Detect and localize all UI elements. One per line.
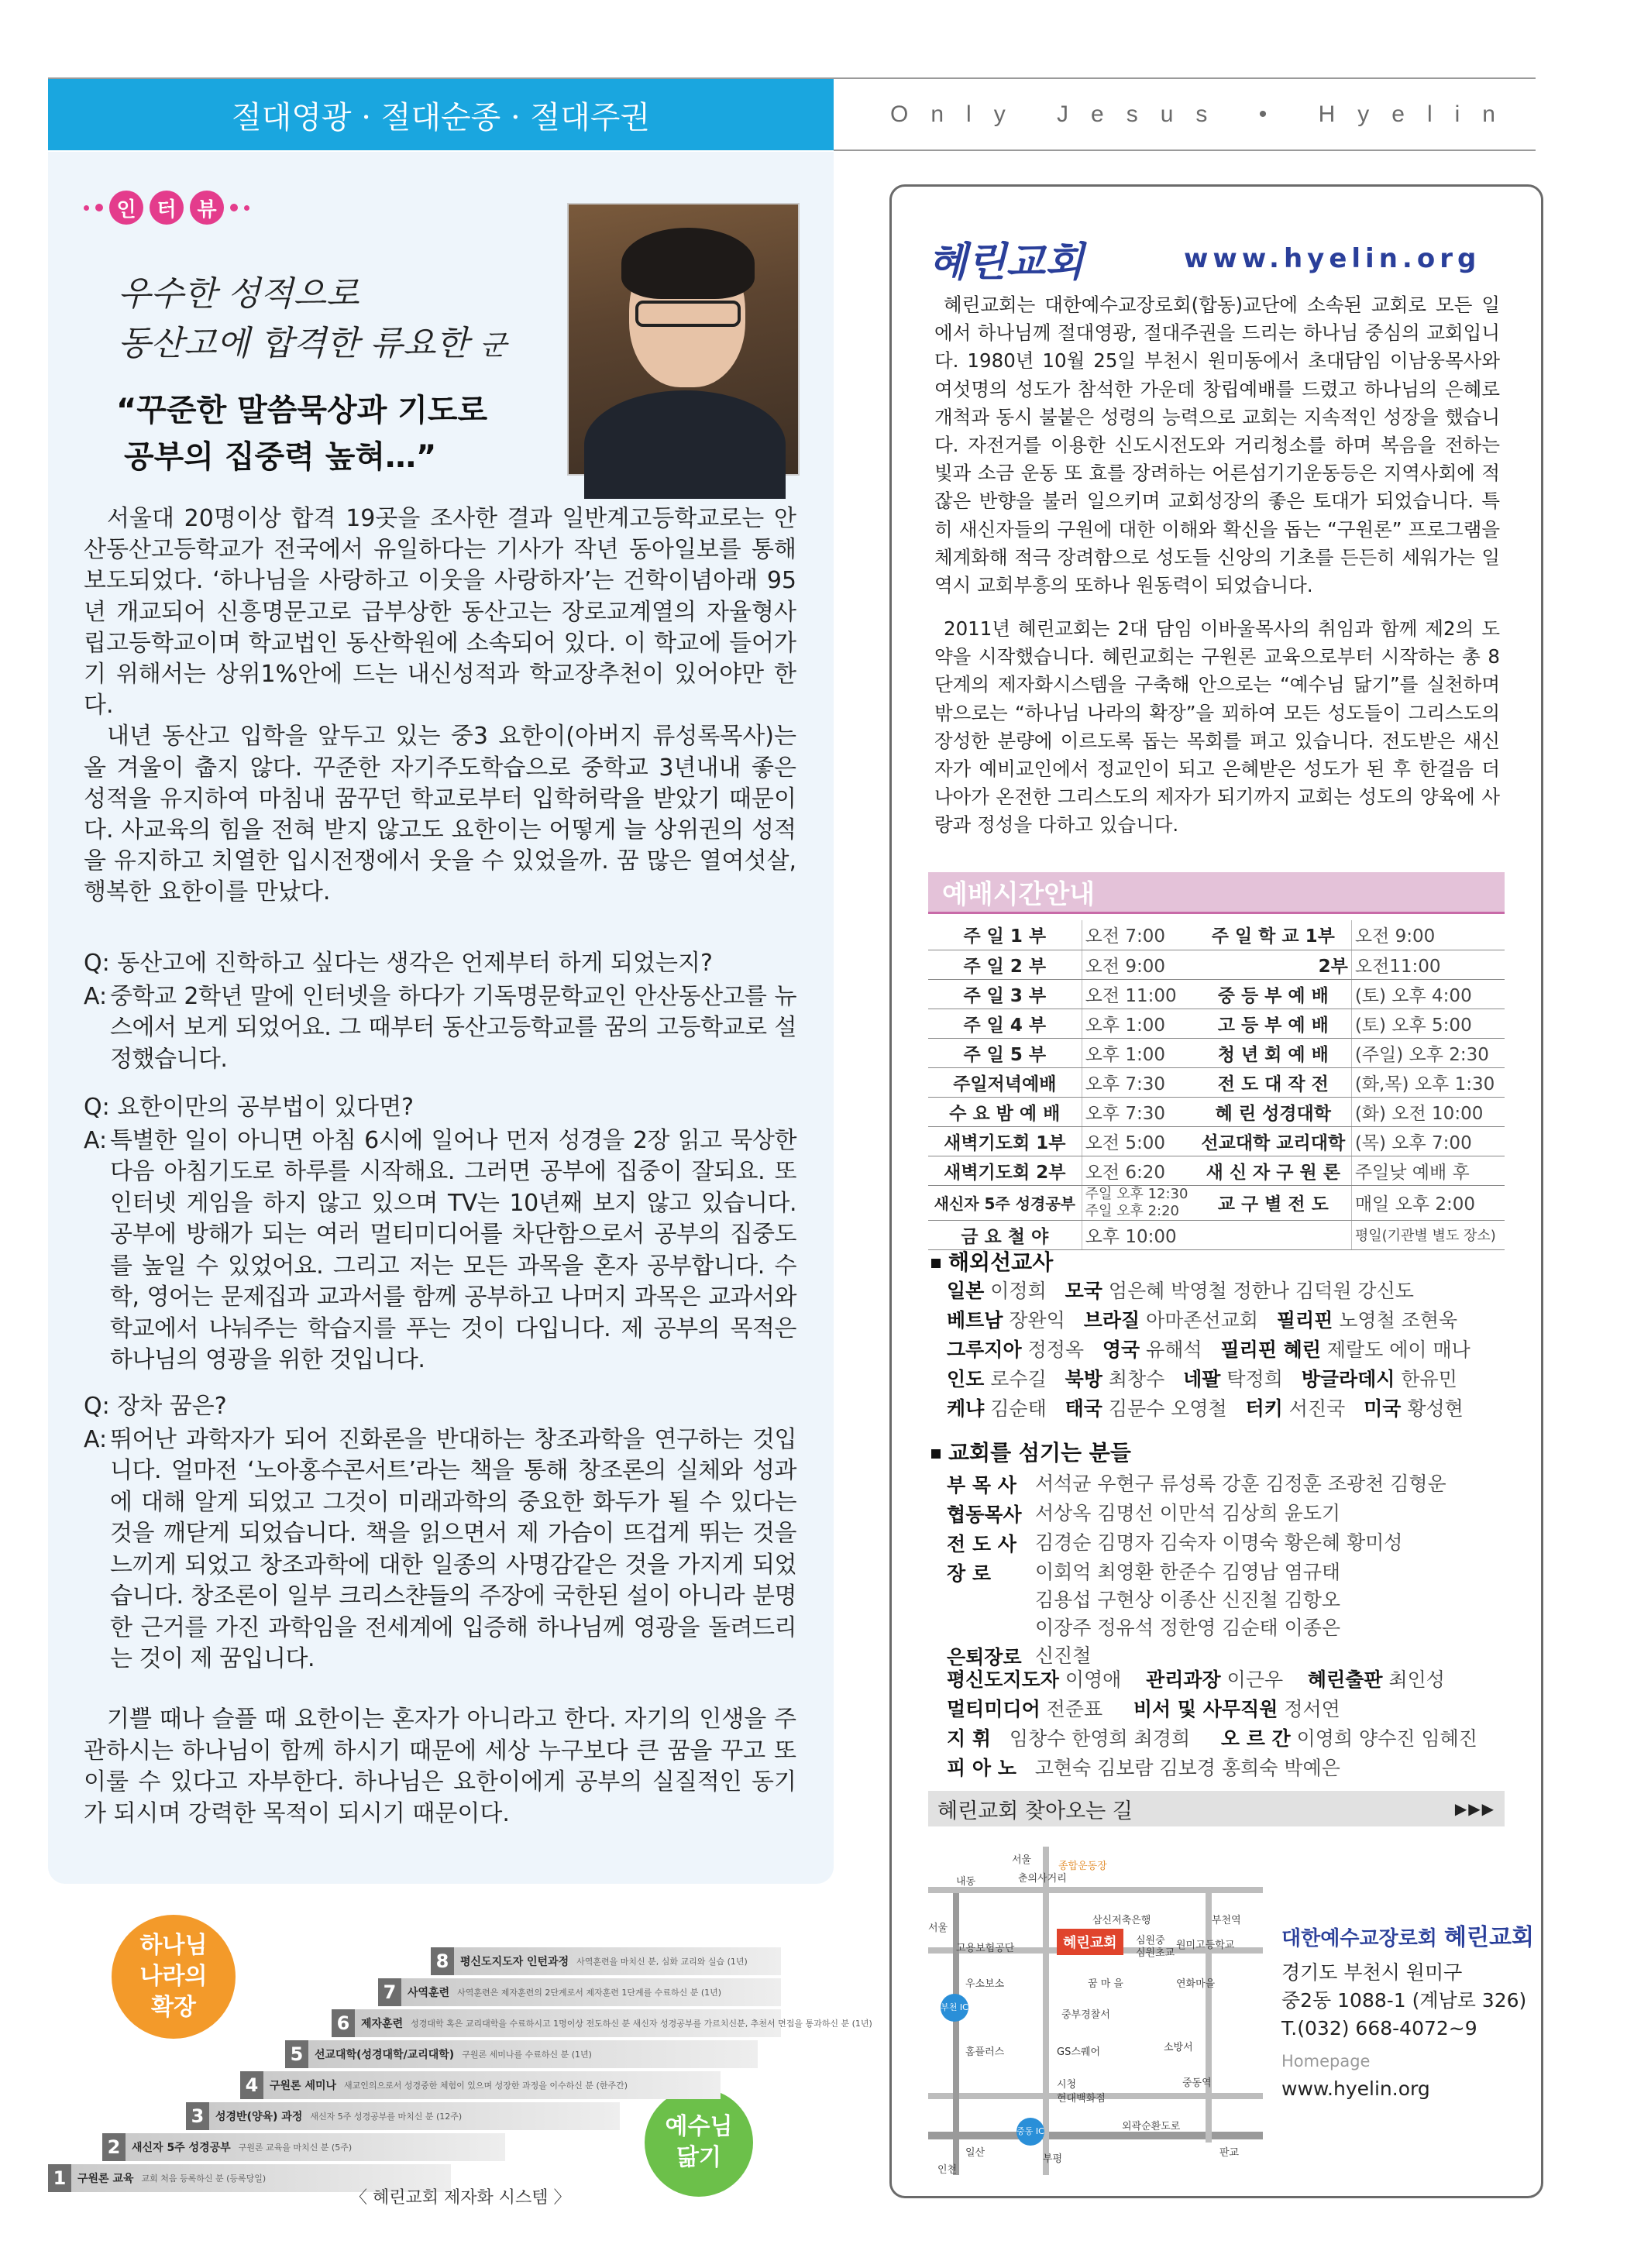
mission-country: 미국 [1364,1397,1402,1420]
tag-dot [84,205,89,211]
staff-names: 고현숙 김보람 김보경 홍희숙 박예은 [1034,1757,1340,1779]
worship-row [928,1185,1505,1220]
homepage-label: Homepage [1281,2052,1371,2070]
step-desc: 교회 처음 등록하신 분 (등록당일) [141,2174,267,2184]
service-time: 주일낮 예배 후 [1351,1156,1505,1185]
article-subhead [116,387,487,480]
discipleship-step [332,2009,872,2037]
service-name: 주 일 2 부 [928,950,1082,979]
bible-study-time: 주일 오후 12:30 [1085,1185,1188,1202]
staff-names: 정서연 [1284,1698,1340,1720]
staff-names: 최인성 [1388,1668,1445,1691]
service-name: 중 등 부 예 배 [1195,979,1352,1009]
worship-row [928,1038,1505,1067]
tag-char: 터 [150,191,184,225]
missionary-line [947,1306,1457,1335]
map-label: 현대백화점 [1057,2093,1106,2105]
jesus-circle-text: 예수님 닮기 [665,2113,733,2171]
worship-row [928,950,1505,979]
step-number: 2 [102,2133,126,2161]
service-name: 새신자 5주 성경공부 [928,1185,1082,1220]
staff-role: 장 로 [947,1562,992,1585]
staff-names: 이회억 최영환 한준수 김영남 염규태 김용섭 구현상 이종산 신진철 김항오 이장주 정유석 정한영 김순태 이종은 [1035,1561,1341,1639]
mission-names: 유해석 [1146,1338,1202,1361]
church-full-name [1281,1924,1534,1953]
church-address-block [1281,1924,1534,2103]
mission-names: 김문수 오영철 [1108,1397,1227,1420]
subhead-line: “꾸준한 말씀묵상과 기도로 [116,393,488,428]
step-title: 구원론 세미나 [270,2080,337,2092]
step-title: 선교대학(성경대학/교리대학) [315,2049,455,2061]
map-label: 종합운동장 [1058,1861,1107,1872]
discipleship-step [285,2040,758,2068]
step-title: 새신자 5주 성경공부 [132,2142,231,2154]
service-name: 주 일 1 부 [928,920,1082,950]
mission-names: 이정희 [990,1280,1047,1302]
missionaries-title: 해외선교사 [931,1246,1053,1277]
subhead-line: 공부의 집중력 높혀…” [124,439,437,475]
mission-names: 정정옥 [1027,1338,1085,1361]
homepage-url[interactable]: www.hyelin.org [1281,2077,1430,2100]
service-time: 오후 7:30 [1082,1097,1195,1126]
service-name: 주 일 3 부 [928,979,1082,1009]
step-desc: 구원론 교육을 마치신 분 (5주) [238,2143,353,2153]
map-label: 부평 [1043,2153,1063,2165]
answer [84,981,796,1076]
mission-country: 그루지아 [947,1338,1022,1361]
staff-role: 지 휘 [947,1727,992,1750]
article-body [84,503,796,909]
service-time: 오전 7:00 [1082,920,1195,950]
mission-names: 엄은혜 박영철 정한나 김덕원 강신도 [1108,1280,1414,1302]
service-name: 주 일 학 교 1부 [1195,920,1352,950]
staff-names: 이영애 [1065,1668,1122,1691]
map-label: 중동역 [1182,2077,1212,2089]
step-number: 6 [332,2009,355,2037]
answer [84,1125,796,1376]
address-line: 중2동 1088-1 (계남로 326) [1281,1989,1527,2012]
mission-names: 황성현 [1407,1397,1464,1420]
service-time: 오전11:00 [1351,950,1505,979]
step-number: 1 [48,2164,71,2192]
staff-pair-line [947,1695,1340,1724]
staff-role: 오 르 간 [1220,1727,1291,1750]
map-label: 인천 [937,2164,958,2176]
mission-country: 모국 [1065,1280,1102,1302]
answer [84,1424,796,1675]
bible-study-time: 주일 오후 2:20 [1085,1202,1179,1219]
article-closing: 기쁠 때나 슬플 때 요한이는 혼자가 아니라고 한다. 자기의 인생을 주관하시는 하나님이 함께 하시기 때문에 세상 누구보다 큰 꿈을 꾸고 또 이룰 수 있다고 자부한다. 하나님은 요한이에게 공부의 실질적인 동기가 되시며 강력한 목적이 되시기 때문이다. [84,1706,796,1827]
discipleship-step [431,1947,781,1975]
discipleship-step [240,2071,721,2099]
step-desc: 새신자 5주 성경공부를 마치신 분 (12주) [310,2112,463,2122]
photo-body [584,390,786,499]
service-name: 금 요 철 야 [928,1220,1082,1249]
photo-hair [621,228,755,299]
staff-role: 협동목사 [947,1503,1022,1526]
service-time: 오전 6:20 [1082,1156,1195,1185]
missionary-line [947,1365,1457,1394]
mission-country: 베트남 [947,1309,1003,1332]
band-rule [834,149,1536,151]
map-label: 춘의사거리 [1018,1873,1067,1885]
service-name: 주 일 5 부 [928,1038,1082,1067]
staff-role: 피 아 노 [947,1757,1016,1779]
staff-row [947,1529,1497,1557]
answer-text: 특별한 일이 아니면 아침 6시에 일어나 먼저 성경을 2장 읽고 묵상한 다음 아침기도로 하루를 시작해요. 그러면 공부에 집중이 잘되요. 또 인터넷 게임을 하지 않고 있으며 TV는 10년째 보지 않고 있습니다. 공부에 방해가 되는 여러 멀티미디어를 차단함으로서 공부의 집중도를 높일 수 있었어요. 그리고 저는 모든 과목을 혼자 공부합니다. 수학, 영어는 문제집과 교과서를 함께 공부하고 나머지 과목은 교과서와 학교에서 나눠주는 학습지를 푸는 것이 다입니다. 제 공부의 목적은 하나님의 영광을 위한 것입니다. [110,1126,796,1373]
map-label: 서울 [928,1923,948,1934]
step-title: 제자훈련 [361,2018,404,2030]
service-name [1195,1220,1352,1249]
worship-row [928,1097,1505,1126]
headline-line [118,319,507,371]
staff-names: 이영희 양수진 임혜진 [1296,1727,1477,1750]
mission-country: 네팔 [1183,1368,1221,1390]
staff-role: 멀티미디어 [947,1698,1041,1720]
tag-char: 뷰 [190,191,224,225]
staff-title: 교회를 섬기는 분들 [931,1436,1131,1467]
tag-dot [244,205,249,211]
discipleship-step [378,1978,781,2006]
service-time: 오후 1:00 [1082,1009,1195,1038]
step-number: 4 [240,2071,263,2099]
worship-table [928,920,1505,1250]
service-name: 선교대학 교리대학 [1195,1126,1352,1156]
kingdom-circle-text: 하나님 나라의 확장 [139,1932,208,2021]
map-label: 중부경찰서 [1061,2009,1110,2021]
step-desc: 사역훈련을 마치신 분, 심화 교리와 실습 (1년) [576,1957,748,1967]
service-time: 매일 오후 2:00 [1351,1185,1505,1220]
interviewee-photo [567,203,800,476]
qa-block [84,1092,796,1376]
service-time [1082,1185,1195,1220]
map-label: 원미고등학교 [1176,1940,1235,1951]
service-time: 오전 9:00 [1082,950,1195,979]
service-time: 오후 10:00 [1082,1220,1195,1249]
map-label: 꿈 마 을 [1088,1978,1123,1990]
service-time: (화,목) 오후 1:30 [1351,1067,1505,1097]
service-time: (목) 오후 7:00 [1351,1126,1505,1156]
step-desc: 새교인의으로서 성경중한 체험이 있으며 성장한 과정을 이수하신 분 (한주간) [344,2081,628,2091]
staff-pair-line [947,1665,1445,1695]
staff-names: 전준표 [1046,1698,1103,1720]
worship-row [928,920,1505,950]
headline-name: 동산고에 합격한 류요한 [118,324,470,363]
map-label: 홈플러스 [965,2046,1005,2058]
location-map [928,1847,1263,2175]
map-label: 서울 [1012,1854,1032,1866]
service-name: 전 도 대 작 전 [1195,1067,1352,1097]
map-label: 우소보소 [965,1978,1005,1990]
step-title: 평신도지도자 인턴과정 [460,1956,569,1968]
service-time: (토) 오후 5:00 [1351,1009,1505,1038]
denomination: 대한예수교장로회 [1281,1927,1437,1950]
map-road [928,2132,1263,2139]
map-label: 소방서 [1164,2042,1193,2053]
staff-names: 임창수 한영희 최경희 [1009,1727,1191,1750]
staff-pair-line [947,1754,1340,1783]
map-church-marker: 혜린교회 [1057,1929,1123,1955]
service-time: 평일(기관별 별도 장소) [1351,1220,1505,1249]
staff-names: 서상옥 김명선 이만석 김상희 윤도기 [1035,1502,1341,1524]
missionary-line [947,1277,1414,1306]
mission-country: 케냐 [947,1397,985,1420]
service-time: 오전 9:00 [1351,920,1505,950]
staff-row [947,1558,1357,1642]
mission-country: 영국 [1102,1338,1140,1361]
worship-row [928,1126,1505,1156]
map-ic-marker: 중동 IC [1016,2118,1044,2146]
mission-names: 로수길 [990,1368,1047,1390]
question: Q: 동산고에 진학하고 싶다는 생각은 언제부터 하게 되었는지? [84,950,713,977]
arrow-icon: ▶▶▶ [1454,1799,1495,1818]
service-name: 교 구 별 전 도 [1195,1185,1352,1220]
diagram-caption: 〈 혜린교회 제자화 시스템 〉 [350,2188,571,2208]
missionary-line [947,1394,1464,1424]
service-time: 오후 7:30 [1082,1067,1195,1097]
mission-country: 북방 [1065,1368,1102,1390]
mission-names: 장완익 [1009,1309,1065,1332]
mission-country: 필리핀 혜린 [1220,1338,1321,1361]
church-logo: 혜린교회 [928,239,1084,286]
mission-names: 김순태 [990,1397,1047,1420]
map-label: 일산 [965,2147,985,2159]
map-label: 심원중 [1136,1935,1165,1947]
phone: T.(032) 668-4072~9 [1281,2017,1477,2039]
staff-role: 평신도지도자 [947,1668,1059,1691]
question: Q: 장차 꿈은? [84,1393,227,1420]
service-name: 주일저녁예배 [928,1067,1082,1097]
qa-block [84,1391,796,1675]
mission-country: 인도 [947,1368,985,1390]
service-time: 오전 11:00 [1082,979,1195,1009]
map-label: GS스퀘어 [1057,2046,1100,2058]
service-name: 새벽기도회 2부 [928,1156,1082,1185]
tag-dot [95,204,103,211]
step-title: 사역훈련 [408,1987,450,1999]
mission-names: 제랄도 에이 매나 [1326,1338,1470,1361]
directions-header [928,1791,1505,1826]
staff-names: 서석균 우현구 류성록 강훈 김정훈 조광천 김형운 [1035,1472,1446,1495]
church-url[interactable]: www.hyelin.org [1184,243,1481,274]
worship-header: 예배시간안내 [928,872,1505,914]
jesus-circle [645,2088,753,2197]
mission-names: 아마존선교회 [1146,1309,1259,1332]
map-label: 외곽순환도로 [1122,2121,1181,2132]
article-headline [118,270,507,371]
map-label: 시청 [1057,2079,1077,2091]
service-name: 청 년 회 예 배 [1195,1038,1352,1067]
tag-dot [230,204,238,211]
discipleship-step [102,2133,505,2161]
article-paragraph: 서울대 20명이상 합격 19곳을 조사한 결과 일반계고등학교로는 안산동산고등학교가 전국에서 유일하다는 기사가 작년 동아일보를 통해 보도되었다. ‘하나님을 사랑하고 이웃을 사랑하자’는 건학이념아래 95년 개교되어 신흥명문고로 급부상한 동산고는 장로교계열의 자율형사립고등학교이며 학교법인 동산학원에 소속되어 있다. 이 학교에 들어가기 위해서는 상위1%안에 드는 내신성적과 학교장추천이 있어야만 한다. [84,505,796,720]
tag-char: 인 [109,191,143,225]
step-desc: 구원론 세미나를 수료하신 분 (1년) [462,2050,592,2060]
mission-country: 방글라데시 [1301,1368,1395,1390]
answer-text: 뛰어난 과학자가 되어 진화론을 반대하는 창조과학을 연구하는 것입니다. 얼마전 ‘노아홍수콘서트’라는 책을 통해 창조론의 실체와 성과에 대해 알게 되었고 그것이 미래과학의 중요한 화두가 될 수 있다는 것을 깨닫게 되었습니다. 책을 읽으면서 제 가슴이 뜨겁게 뛰는 것을 느끼게 되었고 창조과학에 대한 일종의 사명감같은 것을 가지게 되었습니다. 창조론이 일부 크리스챤들의 주장에 국한된 설이 아니라 분명한 근거를 가진 과학임을 전세계에 입증해 하나님께 영광을 돌려드리는 것이 제 꿈입니다. [110,1425,796,1672]
mission-country: 태국 [1065,1397,1102,1420]
staff-role: 비서 및 사무직원 [1133,1698,1278,1720]
map-road [928,1887,1263,1893]
qa-block [84,948,796,1075]
step-number: 8 [431,1947,454,1975]
map-label: 고용보험공단 [956,1943,1015,1954]
step-title: 구원론 교육 [77,2173,134,2185]
mission-names: 한유민 [1401,1368,1457,1390]
step-number: 7 [378,1978,401,2006]
photo-glasses [635,301,741,327]
staff-names: 이근우 [1226,1668,1284,1691]
staff-names: 김경순 김명자 김숙자 이명숙 황은혜 황미성 [1035,1531,1403,1554]
map-label: 삼신저축은행 [1092,1915,1151,1926]
mission-names: 서진국 [1288,1397,1346,1420]
worship-row [928,1156,1505,1185]
service-time: 오전 5:00 [1082,1126,1195,1156]
headline-suffix: 군 [480,330,507,362]
service-time: (화) 오전 10:00 [1351,1097,1505,1126]
answer-label: A: [84,982,108,1010]
answer-text: 중학교 2학년 말에 인터넷을 하다가 기독명문학교인 안산동산고를 뉴스에서 보게 되었어요. 그 때부터 동산고등학교를 꿈의 고등학교로 설정했습니다. [110,982,796,1073]
step-desc: 사역훈련은 제자훈련의 2단계로서 제자훈련 1단계를 수료하신 분 (1년) [457,1988,722,1998]
service-name: 혜 린 성경대학 [1195,1097,1352,1126]
service-name: 2부 [1195,950,1352,979]
kingdom-circle [112,1915,236,2039]
staff-role: 혜린출판 [1307,1668,1383,1691]
worship-row [928,1067,1505,1097]
service-time: (주일) 오후 2:30 [1351,1038,1505,1067]
article-paragraph: 내년 동산고 입학을 앞두고 있는 중3 요한이(아버지 류성록목사)는 올 겨울이 춥지 않다. 꾸준한 자기주도학습으로 중학교 3년내내 좋은 성적을 유지하여 마침내 꿈꾸던 학교로부터 입학허락을 받았기 때문이다. 사교육의 힘을 전혀 받지 않고도 요한이는 어떻게 늘 상위권의 성적을 유지하고 치열한 입시전쟁에서 웃을 수 있었을까. 꿈 많은 열여섯살, 행복한 요한이를 만났다. [84,723,796,906]
staff-row [947,1500,1497,1527]
worship-row [928,979,1505,1009]
staff-role: 전 도 사 [947,1533,1016,1555]
church-intro: 혜린교회는 대한예수교장로회(합동)교단에 소속된 교회로 모든 일에서 하나님께 절대영광, 절대주권을 드리는 하나님 중심의 교회입니다. 1980년 10월 25일 부천시 원미동에서 초대담임 이남웅목사와 여섯명의 성도가 참석한 가운데 창립예배를 드렸고 하나님의 은혜로 개척과 동시 불붙은 성령의 능력으로 교회는 지속적인 성장을 했습니다. 자전거를 이용한 신도시전도와 거리청소를 하며 복음을 전하는 빛과 소금 운동 또 효를 장려하는 어른섬기기운동등은 지역사회에 적잖은 반향을 불러 일으키며 교회성장의 좋은 토대가 되었습니다. 특히 새신자들의 구원에 대한 이해와 확신을 돕는 “구원론” 프로그램을 체계화해 적극 장려함으로 성도들 신앙의 기초를 든든히 세워가는 일 역시 교회부흥의 또하나 원동력이 되었습니다. [934,294,1500,597]
worship-row [928,1009,1505,1038]
staff-names: 신진철 [1035,1644,1092,1667]
staff-role: 은퇴장로 [947,1646,1022,1668]
map-ic-marker: 부천 IC [941,1994,968,2022]
map-label: 판교 [1219,2147,1240,2159]
mission-names: 노영철 조현욱 [1339,1309,1458,1332]
address-line: 경기도 부천시 원미구 [1281,1961,1463,1984]
staff-role: 관리과장 [1146,1668,1221,1691]
staff-row [947,1470,1497,1498]
headline-line: 우수한 성적으로 [118,274,359,314]
interview-tag [84,191,249,225]
step-number: 3 [186,2102,209,2130]
slogan-banner [48,79,834,150]
map-road [1206,1887,1212,2143]
step-title: 성경반(양육) 과정 [215,2111,303,2123]
service-name: 새 신 자 구 원 론 [1195,1156,1352,1185]
mission-country: 일본 [947,1280,985,1302]
service-name: 고 등 부 예 배 [1195,1009,1352,1038]
map-label: 심원초교 [1136,1947,1175,1959]
answer-label: A: [84,1425,108,1453]
directions-title: 혜린교회 찾아오는 길 [937,1799,1133,1823]
mission-country: 필리핀 [1276,1309,1333,1332]
slogan-left: 절대영광 · 절대순종 · 절대주권 [232,99,650,136]
mission-country: 브라질 [1083,1309,1140,1332]
mission-names: 최창수 [1108,1368,1165,1390]
mission-names: 탁정희 [1226,1368,1283,1390]
answer-label: A: [84,1126,108,1154]
step-number: 5 [285,2040,308,2068]
staff-role: 부 목 사 [947,1474,1016,1497]
service-name: 수 요 밤 예 배 [928,1097,1082,1126]
step-desc: 성경대학 혹은 교리대학을 수료하시고 1명이상 전도하신 분 새신자 성경공부를 가르치신분, 추천서 면접을 통과하신 분 (1년) [411,2019,872,2029]
church-name: 혜린교회 [1444,1924,1534,1951]
missionary-line [947,1335,1470,1365]
service-name: 주 일 4 부 [928,1009,1082,1038]
slogan-right: Only Jesus • Hyelin [890,101,1518,127]
staff-pair-line [947,1724,1477,1754]
service-time: (토) 오후 4:00 [1351,979,1505,1009]
map-road [953,1893,959,2175]
map-label: 내동 [956,1876,976,1888]
mission-country: 터키 [1245,1397,1283,1420]
service-name: 새벽기도회 1부 [928,1126,1082,1156]
discipleship-step [186,2102,620,2130]
discipleship-diagram [48,1913,872,2208]
question: Q: 요한이만의 공부법이 있다면? [84,1094,414,1121]
map-label: 부천역 [1212,1915,1241,1926]
service-time: 오후 1:00 [1082,1038,1195,1067]
map-label: 연화마을 [1176,1978,1216,1990]
church-intro: 2011년 혜린교회는 2대 담임 이바울목사의 취임과 함께 제2의 도약을 시작했습니다. 혜린교회는 구원론 교육으로부터 시작하는 총 8단계의 제자화시스템을 구축해 안으로는 “예수님 닮기”를 실천하며 밖으로는 “하나님 나라의 확장”을 꾀하여 모든 성도들이 그리스도의 장성한 분량에 이르도록 돕는 목회를 펴고 있습니다. 전도받은 새신자가 예비교인에서 정교인이 되고 은혜받은 성도가 된 후 한걸음 더 나아가 온전한 그리스도의 제자가 되기까지 교회는 성도의 양육에 사랑과 정성을 다하고 있습니다. [934,617,1500,837]
